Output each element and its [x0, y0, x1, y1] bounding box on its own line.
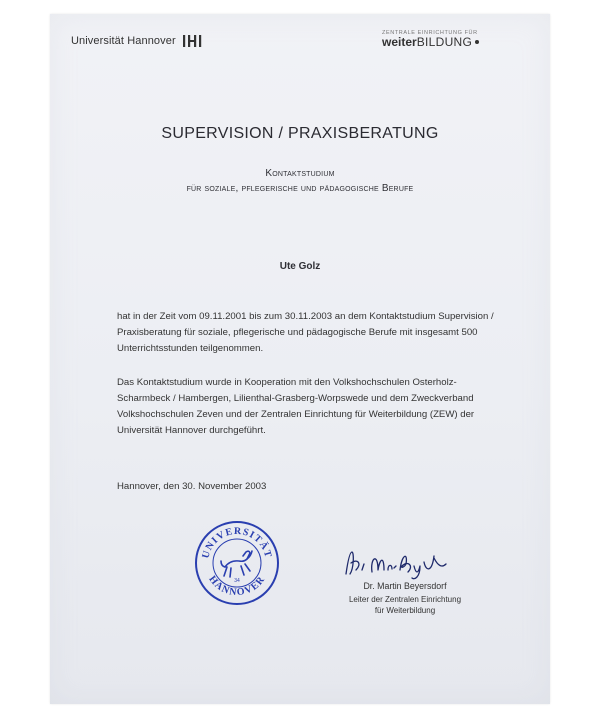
horse-icon	[221, 551, 252, 577]
university-name: Universität Hannover	[71, 35, 176, 47]
signer-title-line1: Leiter der Zentralen Einrichtung	[348, 595, 462, 604]
university-logo-icon	[182, 34, 202, 48]
signer-title-line2: für Weiterbildung	[374, 606, 436, 615]
seal-top-text: UNIVERSITÄT	[200, 525, 274, 560]
certificate-title: SUPERVISION / PRAXISBERATUNG	[161, 125, 439, 142]
participation-paragraph: hat in der Zeit vom 09.11.2001 bis zum 30.11.2003 an dem Kontaktstudium Supervision / Praxisberatung für soziale, pflegerische und pädagogische Berufe mit insgesamt 500 Unterrichtsstunden teilgenommen.	[117, 311, 494, 354]
seal-bottom-text: HANNOVER	[206, 573, 268, 599]
zew-subtitle: ZENTRALE EINRICHTUNG FÜR	[382, 30, 478, 36]
cooperation-paragraph: Das Kontaktstudium wurde in Kooperation mit den Volkshochschulen Osterholz-Scharmbeck / Hambergen, Lilienthal-Grasberg-Worpswede und dem Zweckverband Volkshochschulen Zeven und der Zentralen Einrichtung für Weiterbildung (ZEW) der Universität Hannover durchgeführt.	[117, 377, 475, 436]
certificate-subtitle-line2: für soziale, pflegerische und pädagogische Berufe	[186, 183, 414, 194]
signer-name: Dr. Martin Beyersdorf	[363, 581, 447, 591]
recipient-name: Ute Golz	[279, 261, 321, 272]
university-logo	[71, 34, 202, 48]
university-seal	[194, 520, 280, 606]
seal-number: 34	[234, 578, 240, 584]
certificate-subtitle-line1: Kontaktstudium	[265, 168, 335, 179]
place-and-date: Hannover, den 30. November 2003	[117, 481, 267, 492]
handwritten-signature	[342, 546, 458, 582]
zew-name-bold: weiter	[382, 35, 417, 49]
zew-dot-icon	[475, 40, 479, 44]
zew-name-light: BILDUNG	[416, 35, 473, 49]
zew-name	[382, 35, 479, 49]
zew-logo	[382, 30, 479, 49]
